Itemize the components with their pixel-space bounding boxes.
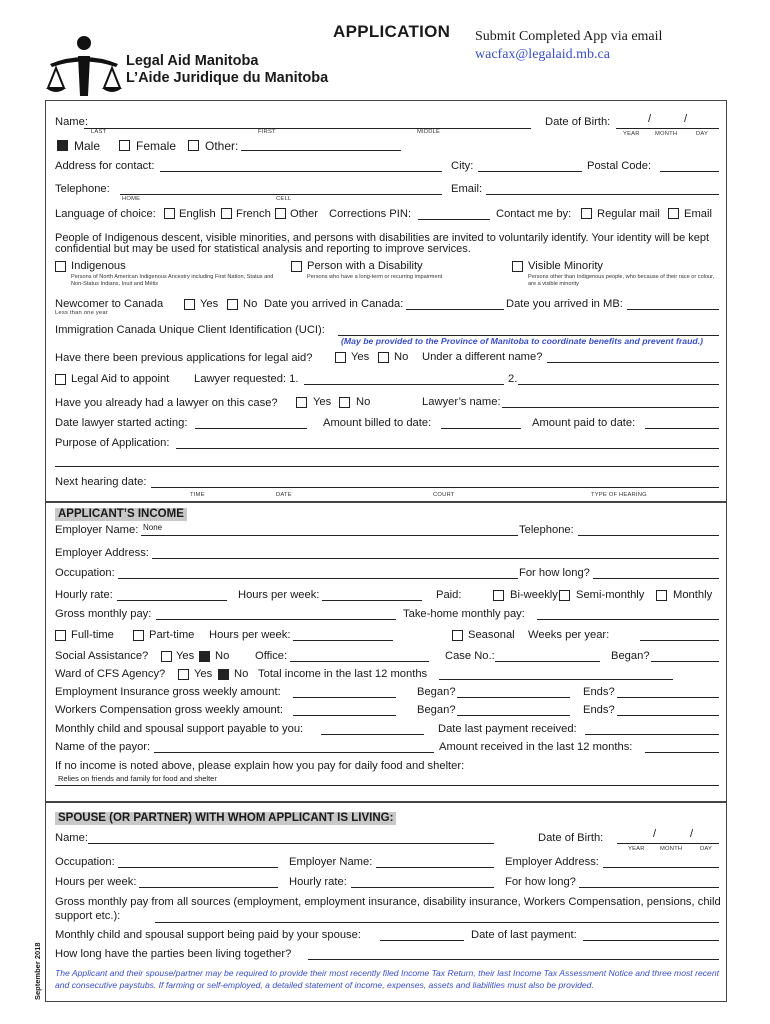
- take-home-input[interactable]: [537, 619, 719, 620]
- hours-per-week-input[interactable]: [322, 600, 422, 601]
- corrections-pin-label: Corrections PIN:: [329, 208, 412, 220]
- previous-yes-label: Yes: [351, 351, 370, 363]
- previous-no-checkbox[interactable]: [378, 352, 389, 363]
- spouse-heading: SPOUSE (OR PARTNER) WITH WHOM APPLICANT IS LIVING:: [55, 812, 396, 825]
- lawyer-2-input[interactable]: [518, 384, 719, 385]
- different-name-label: Under a different name?: [422, 351, 543, 363]
- ei-began-label: Began?: [417, 686, 456, 698]
- name-label: Name:: [55, 116, 88, 128]
- date-last-payment-input[interactable]: [585, 734, 719, 735]
- no-income-value[interactable]: Relies on friends and family for food and shelter: [58, 774, 217, 783]
- parttime-checkbox[interactable]: [133, 630, 144, 641]
- wc-label: Workers Compensation gross weekly amount:: [55, 704, 283, 716]
- uci-label: Immigration Canada Unique Client Identification (UCI):: [55, 324, 325, 336]
- spouse-support-input[interactable]: [380, 940, 464, 941]
- documentation-note: The Applicant and their spouse/partner may be required to provide their most recently filed Income Tax Return, their last Income Tax Assessment Notice and three most recent and consecutive paystubs. If farming or self-employed, a detailed statement of income, expenses, assets and liabilities must also be provided.: [55, 968, 719, 990]
- ei-began-input[interactable]: [457, 697, 570, 698]
- french-checkbox[interactable]: [221, 208, 232, 219]
- take-home-label: Take-home monthly pay:: [403, 608, 525, 620]
- logo: [44, 34, 124, 98]
- office-input[interactable]: [290, 661, 429, 662]
- spouse-dob-day-caption: DAY: [700, 846, 713, 852]
- semimonthly-label: Semi-monthly: [576, 589, 645, 601]
- indigenous-checkbox[interactable]: [55, 261, 66, 272]
- next-hearing-label: Next hearing date:: [55, 476, 147, 488]
- began-label: Began?: [611, 650, 650, 662]
- regular-mail-checkbox[interactable]: [581, 208, 592, 219]
- next-hearing-input[interactable]: [151, 487, 719, 488]
- ward-yes-label: Yes: [194, 668, 213, 680]
- newcomer-label: Newcomer to Canada: [55, 298, 164, 310]
- arrived-canada-input[interactable]: [406, 309, 504, 310]
- purpose-input[interactable]: [176, 448, 719, 449]
- newcomer-yes-label: Yes: [200, 298, 219, 310]
- other-language-checkbox[interactable]: [275, 208, 286, 219]
- previous-yes-checkbox[interactable]: [335, 352, 346, 363]
- other-gender-label: Other:: [205, 139, 239, 153]
- newcomer-no-label: No: [243, 298, 258, 310]
- spouse-employer-address-input[interactable]: [603, 867, 719, 868]
- wc-ends-input[interactable]: [617, 715, 719, 716]
- employer-address-input[interactable]: [152, 558, 719, 559]
- telephone-input[interactable]: [120, 194, 442, 195]
- previous-no-label: No: [394, 351, 409, 363]
- how-long-label: For how long?: [519, 567, 590, 579]
- arrived-mb-input[interactable]: [627, 309, 719, 310]
- seasonal-checkbox[interactable]: [452, 630, 463, 641]
- parttime-label: Part-time: [149, 629, 195, 641]
- arrived-canada-label: Date you arrived in Canada:: [264, 298, 404, 310]
- purpose-label: Purpose of Application:: [55, 437, 170, 449]
- employer-name-input[interactable]: [141, 535, 518, 536]
- lawyer-1-input[interactable]: [304, 384, 504, 385]
- total-income-label: Total income in the last 12 months: [258, 668, 428, 680]
- hearing-date-caption: DATE: [276, 492, 292, 498]
- amount-received-input[interactable]: [645, 752, 719, 753]
- weeks-per-year-input[interactable]: [640, 640, 719, 641]
- city-label: City:: [451, 160, 474, 172]
- no-income-label: If no income is noted above, please explain how you pay for daily food and shelter:: [55, 760, 465, 772]
- contact-email-label: Email: [684, 208, 712, 220]
- spouse-hours-week-label: Hours per week:: [55, 876, 137, 888]
- dob-year-caption: YEAR: [623, 131, 640, 137]
- dob-label: Date of Birth:: [545, 116, 611, 128]
- hearing-court-caption: COURT: [433, 492, 455, 498]
- spouse-occupation-label: Occupation:: [55, 856, 115, 868]
- monthly-checkbox[interactable]: [656, 590, 667, 601]
- hours-per-week-2-label: Hours per week:: [209, 629, 291, 641]
- address-input[interactable]: [160, 171, 442, 172]
- had-lawyer-no-checkbox[interactable]: [339, 397, 350, 408]
- page-title: APPLICATION: [333, 22, 451, 41]
- spouse-date-last-label: Date of last payment:: [471, 929, 577, 941]
- payor-label: Name of the payor:: [55, 741, 151, 753]
- spouse-dob-year-caption: YEAR: [628, 846, 645, 852]
- wc-ends-label: Ends?: [583, 704, 615, 716]
- disability-label: Person with a Disability: [307, 260, 423, 272]
- telephone-label: Telephone:: [55, 183, 110, 195]
- female-checkbox[interactable]: [119, 140, 130, 151]
- employer-telephone-input[interactable]: [578, 535, 719, 536]
- language-label: Language of choice:: [55, 208, 156, 220]
- date-started-input[interactable]: [195, 428, 307, 429]
- other-gender-checkbox[interactable]: [188, 140, 199, 151]
- spouse-dob-label: Date of Birth:: [538, 832, 604, 844]
- name-middle-caption: MIDDLE: [417, 129, 441, 135]
- disability-checkbox[interactable]: [291, 261, 302, 272]
- dob-month-caption: MONTH: [655, 131, 678, 137]
- different-name-input[interactable]: [547, 362, 719, 363]
- french-label: French: [236, 208, 271, 220]
- newcomer-yes-checkbox[interactable]: [184, 299, 195, 310]
- spouse-dob-month-caption: MONTH: [660, 846, 683, 852]
- spouse-dob-input[interactable]: [617, 843, 719, 844]
- hours-per-week-2-input[interactable]: [293, 640, 393, 641]
- visible-minority-label: Visible Minority: [528, 260, 604, 272]
- email-label: Email:: [451, 183, 483, 195]
- org-name-fr: L’Aide Juridique du Manitoba: [126, 70, 329, 86]
- submit-email[interactable]: wacfax@legalaid.mb.ca: [475, 47, 610, 62]
- occupation-input[interactable]: [118, 578, 518, 579]
- semimonthly-checkbox[interactable]: [559, 590, 570, 601]
- tel-home-caption: HOME: [122, 196, 141, 202]
- biweekly-label: Bi-weekly: [510, 589, 558, 601]
- arrived-mb-label: Date you arrived in MB:: [506, 298, 623, 310]
- spouse-hourly-rate-input[interactable]: [351, 887, 494, 888]
- spouse-dob-slash-1: /: [653, 828, 657, 840]
- regular-mail-label: Regular mail: [597, 208, 660, 220]
- english-label: English: [179, 208, 216, 220]
- submit-instructions: Submit Completed App via email: [475, 29, 663, 44]
- fulltime-label: Full-time: [71, 629, 114, 641]
- employer-name-value[interactable]: None: [143, 523, 163, 532]
- spouse-employer-address-label: Employer Address:: [505, 856, 599, 868]
- postal-code-label: Postal Code:: [587, 160, 652, 172]
- living-together-label: How long have the parties been living together?: [55, 948, 292, 960]
- ward-no-label: No: [234, 668, 249, 680]
- fulltime-checkbox[interactable]: [55, 630, 66, 641]
- disability-note: Persons who have a long-term or recurring impairment: [307, 274, 443, 280]
- purpose-input-line-2[interactable]: [55, 466, 719, 467]
- had-lawyer-label: Have you already had a lawyer on this case?: [55, 397, 278, 409]
- amount-received-label: Amount received in the last 12 months:: [439, 741, 633, 753]
- spouse-occupation-input[interactable]: [118, 867, 278, 868]
- postal-code-input[interactable]: [660, 171, 719, 172]
- newcomer-no-checkbox[interactable]: [227, 299, 238, 310]
- hearing-type-caption: TYPE OF HEARING: [591, 492, 647, 498]
- contact-email-checkbox[interactable]: [668, 208, 679, 219]
- ei-ends-label: Ends?: [583, 686, 615, 698]
- amount-paid-input[interactable]: [645, 428, 719, 429]
- case-no-label: Case No.:: [445, 650, 495, 662]
- hourly-rate-label: Hourly rate:: [55, 589, 113, 601]
- biweekly-checkbox[interactable]: [493, 590, 504, 601]
- visible-minority-checkbox[interactable]: [512, 261, 523, 272]
- dob-slash-2: /: [684, 113, 688, 125]
- amount-billed-input[interactable]: [441, 428, 521, 429]
- identity-intro: People of Indigenous descent, visible minorities, and persons with disabilities are invited to voluntarily identify. Your identity will be kept confidential but may be used for statistical analysis and reporting to improve services.: [55, 232, 710, 255]
- total-income-input[interactable]: [439, 679, 673, 680]
- gross-monthly-label: Gross monthly pay:: [55, 608, 152, 620]
- hours-per-week-label: Hours per week:: [238, 589, 320, 601]
- dob-day-caption: DAY: [696, 131, 709, 137]
- spouse-hours-week-input[interactable]: [139, 887, 278, 888]
- child-support-input[interactable]: [321, 734, 424, 735]
- applicant-income-heading: APPLICANT’S INCOME: [55, 508, 187, 521]
- email-input[interactable]: [486, 194, 719, 195]
- lawyer-requested-label: Lawyer requested: 1.: [194, 373, 299, 385]
- case-no-input[interactable]: [495, 661, 600, 662]
- date-started-label: Date lawyer started acting:: [55, 417, 188, 429]
- social-yes-label: Yes: [176, 650, 195, 662]
- employer-address-label: Employer Address:: [55, 547, 149, 559]
- form-date-label: September 2018: [33, 942, 42, 1000]
- lawyer-2-label: 2.: [508, 373, 518, 385]
- weeks-per-year-label: Weeks per year:: [528, 629, 610, 641]
- employer-name-label: Employer Name:: [55, 524, 139, 536]
- female-label: Female: [136, 139, 177, 153]
- address-label: Address for contact:: [55, 160, 155, 172]
- city-input[interactable]: [478, 171, 582, 172]
- social-yes-checkbox[interactable]: [161, 651, 172, 662]
- legal-aid-appoint-label: Legal Aid to appoint: [71, 373, 170, 385]
- english-checkbox[interactable]: [164, 208, 175, 219]
- seasonal-label: Seasonal: [468, 629, 515, 641]
- legal-aid-appoint-checkbox[interactable]: [55, 374, 66, 385]
- had-lawyer-no-label: No: [356, 396, 371, 408]
- hourly-rate-input[interactable]: [117, 600, 227, 601]
- lawyers-name-label: Lawyer’s name:: [422, 396, 501, 408]
- spouse-dob-slash-2: /: [690, 828, 694, 840]
- dob-slash-1: /: [648, 113, 652, 125]
- indigenous-label: Indigenous: [71, 260, 126, 272]
- spouse-employer-name-input[interactable]: [376, 867, 494, 868]
- ward-yes-checkbox[interactable]: [178, 669, 189, 680]
- lawyers-name-input[interactable]: [502, 407, 719, 408]
- indigenous-note: Persons of North American Indigenous Ancestry including First Nation, Status and Non-Status Indians, Inuit and Métis: [71, 274, 274, 287]
- name-input[interactable]: [84, 128, 531, 129]
- amount-paid-label: Amount paid to date:: [532, 417, 636, 429]
- other-gender-input[interactable]: [241, 150, 401, 151]
- employer-telephone-label: Telephone:: [519, 524, 574, 536]
- ward-cfs-label: Ward of CFS Agency?: [55, 668, 166, 680]
- paid-label: Paid:: [436, 589, 462, 601]
- dob-input[interactable]: [616, 128, 719, 129]
- previous-applications-label: Have there been previous applications for legal aid?: [55, 352, 313, 364]
- had-lawyer-yes-checkbox[interactable]: [296, 397, 307, 408]
- social-no-label: No: [215, 650, 230, 662]
- how-long-input[interactable]: [593, 578, 719, 579]
- corrections-pin-input[interactable]: [418, 219, 490, 220]
- hearing-time-caption: TIME: [190, 492, 205, 498]
- social-assistance-label: Social Assistance?: [55, 650, 149, 662]
- spouse-how-long-input[interactable]: [579, 887, 719, 888]
- occupation-label: Occupation:: [55, 567, 115, 579]
- date-last-payment-label: Date last payment received:: [438, 723, 577, 735]
- spouse-gross-label: Gross monthly pay from all sources (employment, employment insurance, disability insurance, Workers Compensation, pensions, child support etc.):: [55, 896, 721, 922]
- contact-me-label: Contact me by:: [496, 208, 572, 220]
- wc-began-label: Began?: [417, 704, 456, 716]
- had-lawyer-yes-label: Yes: [313, 396, 332, 408]
- ward-no-checkbox[interactable]: [218, 669, 229, 680]
- spouse-name-input[interactable]: [88, 843, 494, 844]
- amount-billed-label: Amount billed to date:: [323, 417, 432, 429]
- newcomer-note: Less than one year: [55, 310, 108, 316]
- payor-input[interactable]: [154, 752, 434, 753]
- spouse-employer-name-label: Employer Name:: [289, 856, 373, 868]
- visible-minority-note: Persons other than Indigenous people, who because of their race or colour, are a visible minority: [528, 274, 715, 287]
- name-first-caption: FIRST: [258, 129, 276, 135]
- gross-monthly-input[interactable]: [156, 619, 396, 620]
- spouse-gross-input[interactable]: [155, 922, 719, 923]
- child-support-label: Monthly child and spousal support payable to you:: [55, 723, 304, 735]
- spouse-support-label: Monthly child and spousal support being paid by your spouse:: [55, 929, 361, 941]
- uci-note: (May be provided to the Province of Manitoba to coordinate benefits and prevent fraud.): [341, 336, 704, 346]
- tel-cell-caption: CELL: [276, 196, 292, 202]
- male-checkbox[interactable]: [57, 140, 68, 151]
- spouse-date-last-input[interactable]: [583, 940, 719, 941]
- male-label: Male: [74, 139, 101, 153]
- spouse-name-label: Name:: [55, 832, 88, 844]
- monthly-label: Monthly: [673, 589, 713, 601]
- social-no-checkbox[interactable]: [199, 651, 210, 662]
- ei-input[interactable]: [293, 697, 396, 698]
- office-label: Office:: [255, 650, 288, 662]
- other-language-label: Other: [290, 208, 318, 220]
- ei-label: Employment Insurance gross weekly amount:: [55, 686, 281, 698]
- wc-began-input[interactable]: [457, 715, 570, 716]
- name-last-caption: LAST: [91, 129, 107, 135]
- ei-ends-input[interactable]: [617, 697, 719, 698]
- org-name-en: Legal Aid Manitoba: [126, 53, 259, 69]
- spouse-how-long-label: For how long?: [505, 876, 576, 888]
- wc-input[interactable]: [293, 715, 396, 716]
- living-together-input[interactable]: [308, 959, 719, 960]
- spouse-hourly-rate-label: Hourly rate:: [289, 876, 347, 888]
- no-income-input[interactable]: [55, 785, 719, 786]
- began-input[interactable]: [651, 661, 719, 662]
